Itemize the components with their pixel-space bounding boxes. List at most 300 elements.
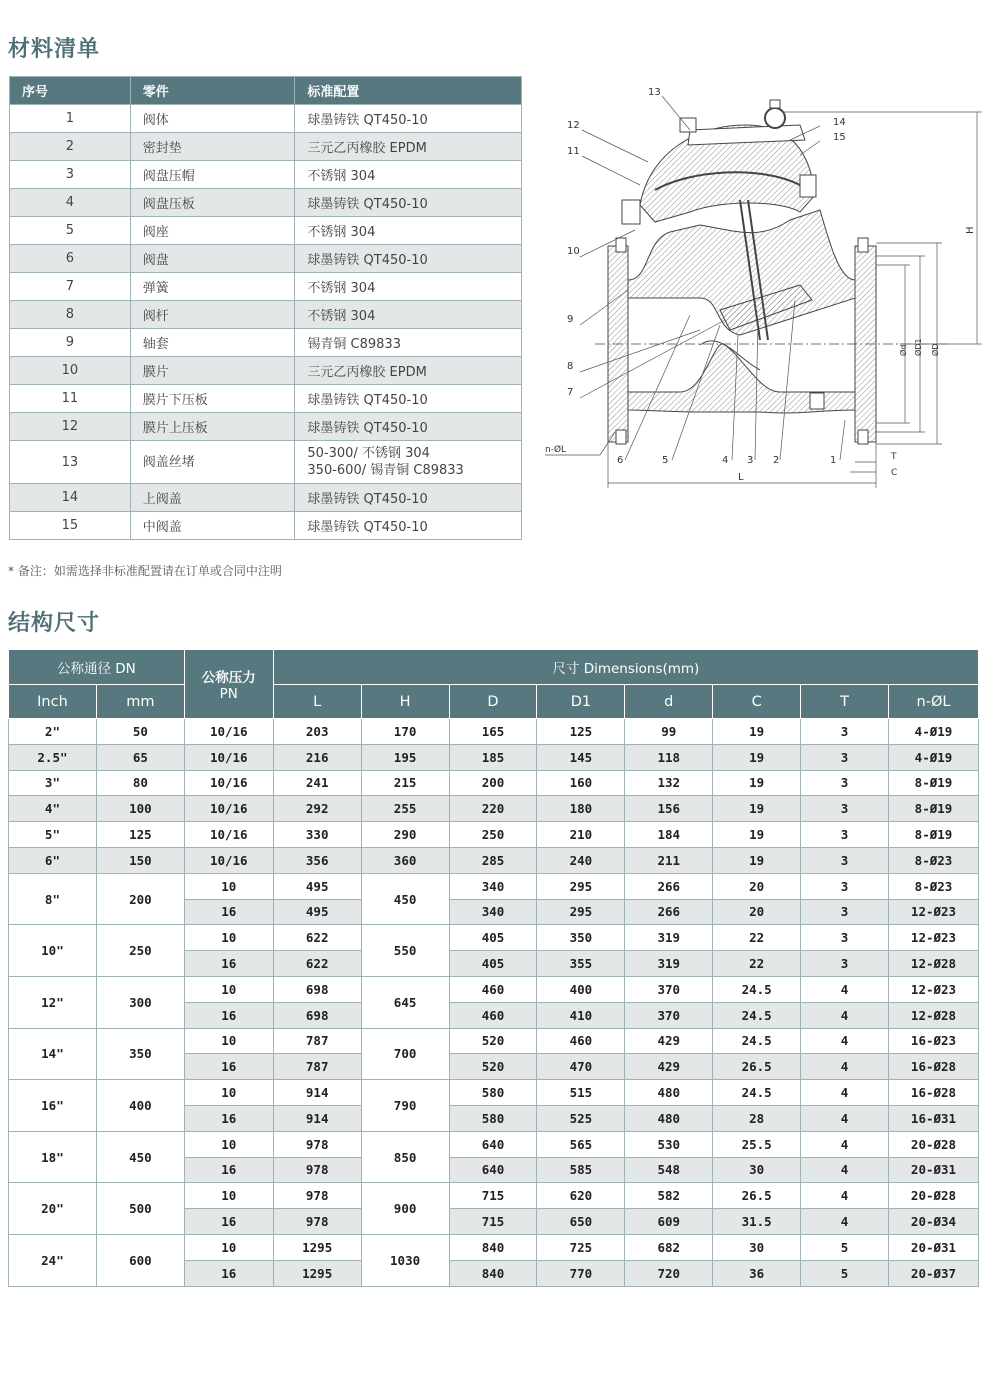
material-part: 膜片上压板 [130,413,295,441]
dim-t: 3 [801,873,889,899]
dim-inch: 16" [9,1080,97,1132]
dim-d-outer: 640 [449,1131,537,1157]
dim-h: 255 [361,796,449,822]
materials-table [9,76,522,540]
header-nl: n-ØL [889,685,979,719]
dim-c: 36 [713,1260,801,1286]
dim-inch: 10" [9,925,97,977]
dim-l: 978 [273,1183,361,1209]
dim-nl: 12-Ø28 [889,951,979,977]
dim-d-inner: 99 [625,719,713,745]
material-row [10,484,522,512]
dim-l: 698 [273,976,361,1002]
callout-10: 10 [567,246,580,257]
material-config: 不锈钢 304 [295,217,522,245]
dim-inch: 24" [9,1234,97,1286]
material-config: 锡青铜 C89833 [295,329,522,357]
callout-3: 3 [747,455,754,466]
dim-c: 24.5 [713,976,801,1002]
dim-pn: 16 [184,1209,273,1235]
dim-l: 1295 [273,1260,361,1286]
dim-d1: 240 [537,847,625,873]
dim-pn: 10 [184,1028,273,1054]
dim-h: 170 [361,719,449,745]
dim-l: 203 [273,719,361,745]
callout-8: 8 [567,361,574,372]
dim-mm: 80 [96,770,184,796]
dim-h: 195 [361,744,449,770]
dim-d-outer: 460 [449,1002,537,1028]
dim-c: 20 [713,873,801,899]
dim-pn: 10/16 [184,744,273,770]
material-config: 不锈钢 304 [295,273,522,301]
dim-mm: 600 [96,1234,184,1286]
dim-h: 645 [361,976,449,1028]
dim-t: 4 [801,1183,889,1209]
dim-mm: 300 [96,976,184,1028]
dimension-row [9,1028,979,1054]
dim-nl: 16-Ø23 [889,1028,979,1054]
dim-label-d1: ØD1 [914,338,923,356]
dim-pn: 16 [184,1054,273,1080]
dim-pn: 10/16 [184,847,273,873]
material-row [10,245,522,273]
header-inch: Inch [9,685,97,719]
dim-inch: 18" [9,1131,97,1183]
material-part: 膜片 [130,357,295,385]
material-config: 三元乙丙橡胶 EPDM [295,133,522,161]
callout-4: 4 [722,455,729,466]
material-no: 3 [10,161,131,189]
dim-l: 914 [273,1080,361,1106]
dim-d1: 295 [537,873,625,899]
dim-d1: 355 [537,951,625,977]
dim-d-outer: 460 [449,976,537,1002]
callout-7: 7 [567,387,574,398]
dim-t: 3 [801,719,889,745]
dim-mm: 350 [96,1028,184,1080]
dim-d-outer: 405 [449,925,537,951]
dim-l: 914 [273,1105,361,1131]
dim-d-inner: 429 [625,1054,713,1080]
dim-label-h: H [965,226,976,234]
dim-d-inner: 266 [625,873,713,899]
material-row [10,133,522,161]
material-part: 密封垫 [130,133,295,161]
dim-pn: 10/16 [184,719,273,745]
dim-h: 290 [361,822,449,848]
dim-l: 241 [273,770,361,796]
dimension-row [9,770,979,796]
material-config: 球墨铸铁 QT450-10 [295,512,522,540]
material-row [10,413,522,441]
dim-nl: 8-Ø19 [889,770,979,796]
material-row [10,161,522,189]
material-part: 阀盘压板 [130,189,295,217]
header-d-inner: d [625,685,713,719]
material-no: 15 [10,512,131,540]
material-no: 12 [10,413,131,441]
dim-c: 22 [713,925,801,951]
dim-inch: 5" [9,822,97,848]
dim-l: 787 [273,1028,361,1054]
material-part: 阀杆 [130,301,295,329]
dim-l: 216 [273,744,361,770]
dim-label-d: Ød [899,344,908,356]
header-size: 尺寸 Dimensions(mm) [273,650,978,685]
material-part: 膜片下压板 [130,385,295,413]
dim-c: 20 [713,899,801,925]
dim-d-outer: 520 [449,1054,537,1080]
dim-h: 360 [361,847,449,873]
material-part: 阀座 [130,217,295,245]
dim-d-inner: 370 [625,976,713,1002]
dim-mm: 150 [96,847,184,873]
callout-1: 1 [830,455,837,466]
dim-d-outer: 640 [449,1157,537,1183]
header-pn: 公称压力 PN [184,650,273,719]
dim-d-inner: 211 [625,847,713,873]
material-no: 8 [10,301,131,329]
material-part: 阀盖丝堵 [130,441,295,484]
dim-c: 31.5 [713,1209,801,1235]
dim-d1: 460 [537,1028,625,1054]
dim-t: 3 [801,899,889,925]
dim-nl: 8-Ø19 [889,822,979,848]
material-row [10,441,522,484]
material-no: 5 [10,217,131,245]
dim-c: 30 [713,1234,801,1260]
material-config: 球墨铸铁 QT450-10 [295,413,522,441]
dim-h: 790 [361,1080,449,1132]
material-row [10,301,522,329]
material-config: 球墨铸铁 QT450-10 [295,385,522,413]
dim-d1: 125 [537,719,625,745]
dim-l: 495 [273,873,361,899]
material-config: 球墨铸铁 QT450-10 [295,105,522,133]
dim-nl: 12-Ø23 [889,925,979,951]
material-part: 中阀盖 [130,512,295,540]
dim-l: 495 [273,899,361,925]
dim-d-outer: 340 [449,899,537,925]
dim-nl: 20-Ø31 [889,1157,979,1183]
dimensions-header-row-2 [9,685,979,719]
dim-d-outer: 250 [449,822,537,848]
callout-13: 13 [648,87,661,98]
dim-nl: 12-Ø28 [889,1002,979,1028]
dim-d-outer: 840 [449,1260,537,1286]
dim-d1: 770 [537,1260,625,1286]
material-row [10,105,522,133]
dim-d1: 565 [537,1131,625,1157]
material-row [10,329,522,357]
materials-section-title: 材料清单 [8,37,101,62]
material-config: 三元乙丙橡胶 EPDM [295,357,522,385]
callout-12: 12 [567,120,580,131]
header-no: 序号 [10,77,131,105]
dimension-row [9,1183,979,1209]
dim-h: 1030 [361,1234,449,1286]
dim-h: 900 [361,1183,449,1235]
dim-c: 19 [713,822,801,848]
dim-t: 5 [801,1234,889,1260]
material-no: 9 [10,329,131,357]
material-no: 11 [10,385,131,413]
dim-d-inner: 370 [625,1002,713,1028]
dim-d1: 350 [537,925,625,951]
dim-t: 4 [801,1209,889,1235]
dimensions-table [8,649,979,1287]
material-no: 13 [10,441,131,484]
dim-inch: 6" [9,847,97,873]
dimension-row [9,1234,979,1260]
dim-l: 787 [273,1054,361,1080]
dim-pn: 10/16 [184,822,273,848]
dim-h: 850 [361,1131,449,1183]
dim-pn: 10 [184,925,273,951]
material-part: 弹簧 [130,273,295,301]
dim-l: 698 [273,1002,361,1028]
dim-d-inner: 682 [625,1234,713,1260]
dim-d-inner: 429 [625,1028,713,1054]
dimensions-section-title: 结构尺寸 [8,611,101,636]
dim-l: 978 [273,1131,361,1157]
dim-d-inner: 530 [625,1131,713,1157]
dim-c: 19 [713,719,801,745]
dim-d1: 585 [537,1157,625,1183]
material-no: 6 [10,245,131,273]
dim-c: 24.5 [713,1028,801,1054]
material-config: 球墨铸铁 QT450-10 [295,245,522,273]
dim-d-inner: 609 [625,1209,713,1235]
dim-inch: 4" [9,796,97,822]
dimensions-header-row-1 [9,650,979,685]
dim-pn: 16 [184,1260,273,1286]
dim-d-outer: 520 [449,1028,537,1054]
dim-pn: 16 [184,899,273,925]
dim-mm: 125 [96,822,184,848]
dim-d-outer: 220 [449,796,537,822]
dim-nl: 4-Ø19 [889,719,979,745]
dim-d1: 470 [537,1054,625,1080]
material-config: 不锈钢 304 [295,301,522,329]
dim-nl: 20-Ø28 [889,1183,979,1209]
dim-l: 622 [273,925,361,951]
header-config: 标准配置 [295,77,522,105]
dim-pn: 10 [184,1080,273,1106]
dim-t: 4 [801,1054,889,1080]
dim-t: 3 [801,796,889,822]
material-part: 阀盘压帽 [130,161,295,189]
dim-c: 19 [713,847,801,873]
dim-c: 22 [713,951,801,977]
dim-pn: 10/16 [184,770,273,796]
material-config-line: 350-600/ 锡青铜 C89833 [307,463,464,478]
callout-6: 6 [617,455,624,466]
dim-d-inner: 720 [625,1260,713,1286]
material-part: 上阀盖 [130,484,295,512]
dim-c: 19 [713,744,801,770]
dim-d1: 620 [537,1183,625,1209]
dim-d-outer: 580 [449,1080,537,1106]
dim-mm: 50 [96,719,184,745]
dim-d1: 515 [537,1080,625,1106]
dim-mm: 100 [96,796,184,822]
dim-pn: 10 [184,1131,273,1157]
header-h: H [361,685,449,719]
dim-label-nl: n-ØL [545,445,567,455]
header-c: C [713,685,801,719]
material-no: 2 [10,133,131,161]
dim-d-outer: 580 [449,1105,537,1131]
dimension-row [9,744,979,770]
dim-d-outer: 715 [449,1209,537,1235]
dim-nl: 20-Ø31 [889,1234,979,1260]
dim-d-outer: 405 [449,951,537,977]
dim-inch: 2.5" [9,744,97,770]
dim-d-outer: 340 [449,873,537,899]
dim-pn: 16 [184,1105,273,1131]
dim-pn: 10 [184,873,273,899]
dim-d1: 650 [537,1209,625,1235]
dimension-row [9,1131,979,1157]
callout-15: 15 [833,132,846,143]
dim-inch: 14" [9,1028,97,1080]
dim-label-l: L [738,472,744,483]
valve-section-drawing [538,78,990,490]
dim-h: 700 [361,1028,449,1080]
material-config-line: 50-300/ 不锈钢 304 [307,446,430,461]
material-row [10,357,522,385]
dim-pn: 10 [184,976,273,1002]
dim-t: 3 [801,925,889,951]
dim-nl: 20-Ø37 [889,1260,979,1286]
dim-t: 5 [801,1260,889,1286]
dim-c: 19 [713,770,801,796]
dimension-row [9,796,979,822]
dim-c: 24.5 [713,1080,801,1106]
dim-c: 25.5 [713,1131,801,1157]
material-config: 球墨铸铁 QT450-10 [295,189,522,217]
dim-h: 450 [361,873,449,925]
callout-2: 2 [773,455,780,466]
dim-mm: 65 [96,744,184,770]
dim-d-outer: 840 [449,1234,537,1260]
dim-t: 3 [801,847,889,873]
callout-9: 9 [567,314,574,325]
header-part: 零件 [130,77,295,105]
dim-d1: 525 [537,1105,625,1131]
dim-d-inner: 548 [625,1157,713,1183]
dim-h: 215 [361,770,449,796]
dim-d-outer: 165 [449,719,537,745]
dim-d-inner: 319 [625,951,713,977]
header-d1: D1 [537,685,625,719]
material-part: 轴套 [130,329,295,357]
dim-nl: 8-Ø23 [889,847,979,873]
dim-mm: 250 [96,925,184,977]
dim-inch: 2" [9,719,97,745]
callout-5: 5 [662,455,669,466]
material-row [10,385,522,413]
dim-label-t: T [891,452,897,462]
dim-l: 356 [273,847,361,873]
dimension-row [9,925,979,951]
dim-label-c: C [891,468,898,478]
dim-nl: 16-Ø31 [889,1105,979,1131]
dim-l: 330 [273,822,361,848]
dim-d1: 410 [537,1002,625,1028]
dim-pn: 16 [184,1157,273,1183]
material-no: 10 [10,357,131,385]
dim-mm: 400 [96,1080,184,1132]
dim-c: 24.5 [713,1002,801,1028]
dim-t: 4 [801,1157,889,1183]
dim-h: 550 [361,925,449,977]
callout-11: 11 [567,146,580,157]
dim-t: 3 [801,744,889,770]
header-l: L [273,685,361,719]
header-dn: 公称通径 DN [9,650,185,685]
dim-mm: 200 [96,873,184,925]
material-part: 阀体 [130,105,295,133]
dim-pn: 16 [184,951,273,977]
dim-mm: 500 [96,1183,184,1235]
material-row [10,512,522,540]
dim-pn: 10 [184,1234,273,1260]
dim-d1: 295 [537,899,625,925]
dim-d-outer: 200 [449,770,537,796]
dim-d-inner: 582 [625,1183,713,1209]
materials-header-row [10,77,522,105]
dimension-row [9,847,979,873]
dim-d-outer: 185 [449,744,537,770]
dim-d1: 180 [537,796,625,822]
dim-nl: 20-Ø34 [889,1209,979,1235]
dim-l: 292 [273,796,361,822]
material-row [10,273,522,301]
dim-nl: 8-Ø23 [889,873,979,899]
material-part: 阀盘 [130,245,295,273]
dim-l: 622 [273,951,361,977]
header-mm: mm [96,685,184,719]
dim-nl: 16-Ø28 [889,1054,979,1080]
dim-l: 1295 [273,1234,361,1260]
dimension-row [9,1080,979,1106]
material-no: 14 [10,484,131,512]
dim-t: 4 [801,976,889,1002]
header-t: T [801,685,889,719]
dim-t: 4 [801,1131,889,1157]
dim-t: 4 [801,1028,889,1054]
dim-c: 19 [713,796,801,822]
material-row [10,189,522,217]
materials-note: * 备注：如需选择非标准配置请在订单或合同中注明 [8,564,282,578]
dim-c: 28 [713,1105,801,1131]
dim-d-inner: 266 [625,899,713,925]
material-no: 1 [10,105,131,133]
dim-t: 3 [801,822,889,848]
dim-inch: 12" [9,976,97,1028]
material-no: 4 [10,189,131,217]
dim-d1: 400 [537,976,625,1002]
callout-14: 14 [833,117,846,128]
dim-nl: 16-Ø28 [889,1080,979,1106]
dim-nl: 12-Ø23 [889,976,979,1002]
dim-inch: 3" [9,770,97,796]
material-no: 7 [10,273,131,301]
dim-d-outer: 715 [449,1183,537,1209]
